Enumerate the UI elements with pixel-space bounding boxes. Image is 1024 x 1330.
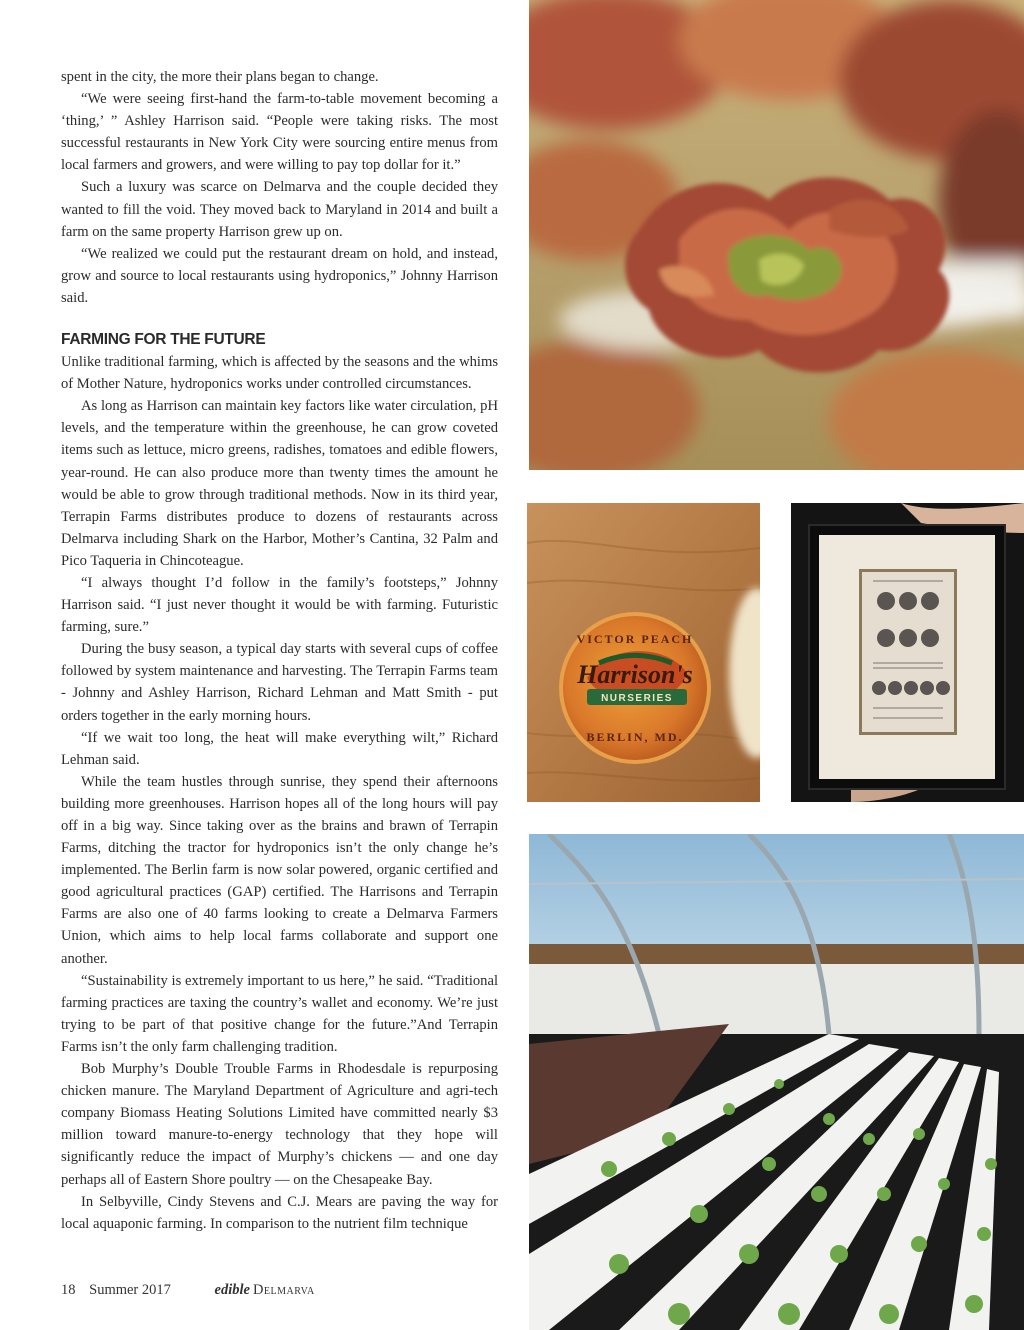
article-paragraph: spent in the city, the more their plans began to change.	[61, 69, 379, 85]
article-paragraph: During the busy season, a typical day starts with several cups of coffee followed by system maintenance and harvesting. The Terrapin Farms team - Johnny and Ashley Harrison, Richard Lehman and Matt Smith - put orders together in the early morning hours.	[61, 641, 498, 724]
greenhouse-photo	[529, 834, 1024, 1330]
article-paragraph: As long as Harrison can maintain key factors like water circulation, pH levels, and the temperature within the greenhouse, he can grow coveted items such as lettuce, micro greens, radishes, tomatoes and edible flowers, year-round. He can also produce more than twenty times the amount he would be able to grow through traditional methods. Now in its third year, Terrapin Farms distributes produce to dozens of restaurants across Delmarva including Shark on the Harbor, Mother’s Cantina, 32 Palm and Pico Taqueria in Chincoteague.	[61, 398, 498, 569]
article-paragraph: “Sustainability is extremely important to us here,” he said. “Traditional farming practices are taxing the country’s wallet and economy. We’re just trying to be part of that positive change for the future.”And Terrapin Farms isn’t the only farm challenging tradition.	[61, 972, 498, 1055]
article-paragraph: “We realized we could put the restaurant dream on hold, and instead, grow and source to local restaurants using hydroponics,” Johnny Harrison said.	[61, 245, 498, 306]
nursery-button-photo	[527, 503, 760, 802]
framed-document-photo	[791, 503, 1024, 802]
article-paragraph: Bob Murphy’s Double Trouble Farms in Rhodesdale is repurposing chicken manure. The Maryland Department of Agriculture and agri-tech company Biomass Heating Solutions Limited have committed nearly $3 million toward manure-to-energy technology that they hope will significantly reduce the impact of Murphy’s chickens — and one day perhaps all of Eastern Shore poultry — on the Chesapeake Bay.	[61, 1061, 498, 1188]
article-paragraph: “We were seeing first-hand the farm-to-table movement becoming a ‘thing,’ ” Ashley Harrison said. “People were taking risks. The most successful restaurants in New York City were sourcing entire menus from local farmers and growers, and were willing to pay top dollar for it.”	[61, 91, 498, 174]
article-paragraph: “If we wait too long, the heat will make everything wilt,” Richard Lehman said.	[61, 729, 498, 768]
button-bottom-text: BERLIN, MD.	[586, 730, 684, 744]
article-paragraph: Unlike traditional farming, which is affected by the seasons and the whims of Mother Nature, hydroponics works under controlled circumstances.	[61, 354, 498, 393]
article-paragraph: In Selbyville, Cindy Stevens and C.J. Mears are paving the way for local aquaponic farming. In comparison to the nutrient film technique	[61, 1193, 498, 1232]
brand-prefix: edible	[214, 1282, 250, 1298]
issue-label: Summer 2017	[89, 1282, 171, 1298]
button-main-text: Harrison's	[577, 660, 693, 689]
lettuce-photo	[529, 0, 1024, 470]
button-banner-text: NURSERIES	[601, 693, 673, 704]
article-paragraph: “I always thought I’d follow in the family’s footsteps,” Johnny Harrison said. “I just never thought it would be with farming. Futuristic farming, sure.”	[61, 574, 498, 636]
section-heading: FARMING FOR THE FUTURE	[61, 331, 266, 349]
page-footer	[61, 1282, 325, 1299]
article-body	[61, 66, 498, 1235]
article-paragraph: Such a luxury was scarce on Delmarva and the couple decided they wanted to fill the void. They moved back to Maryland in 2014 and built a farm on the same property Harrison grew up on.	[61, 179, 498, 240]
brand-name: Delmarva	[252, 1282, 315, 1298]
page-number: 18	[61, 1282, 76, 1298]
button-top-text: VICTOR PEACH	[576, 632, 694, 646]
article-paragraph: While the team hustles through sunrise, they spend their afternoons building more greenhouses. Harrison hopes all of the long hours will pay off in a big way. Since taking over as the brains and brawn of Terrapin Farms, ditching the tractor for hydroponics isn’t the only change he’s implemented. The Berlin farm is now solar powered, organic certified and good agricultural practices (GAP) certified. The Harrisons and Terrapin Farms are also one of 40 farms looking to create a Delmarva Farmers Union, which aims to help local farms collaborate and support one another.	[61, 773, 498, 967]
